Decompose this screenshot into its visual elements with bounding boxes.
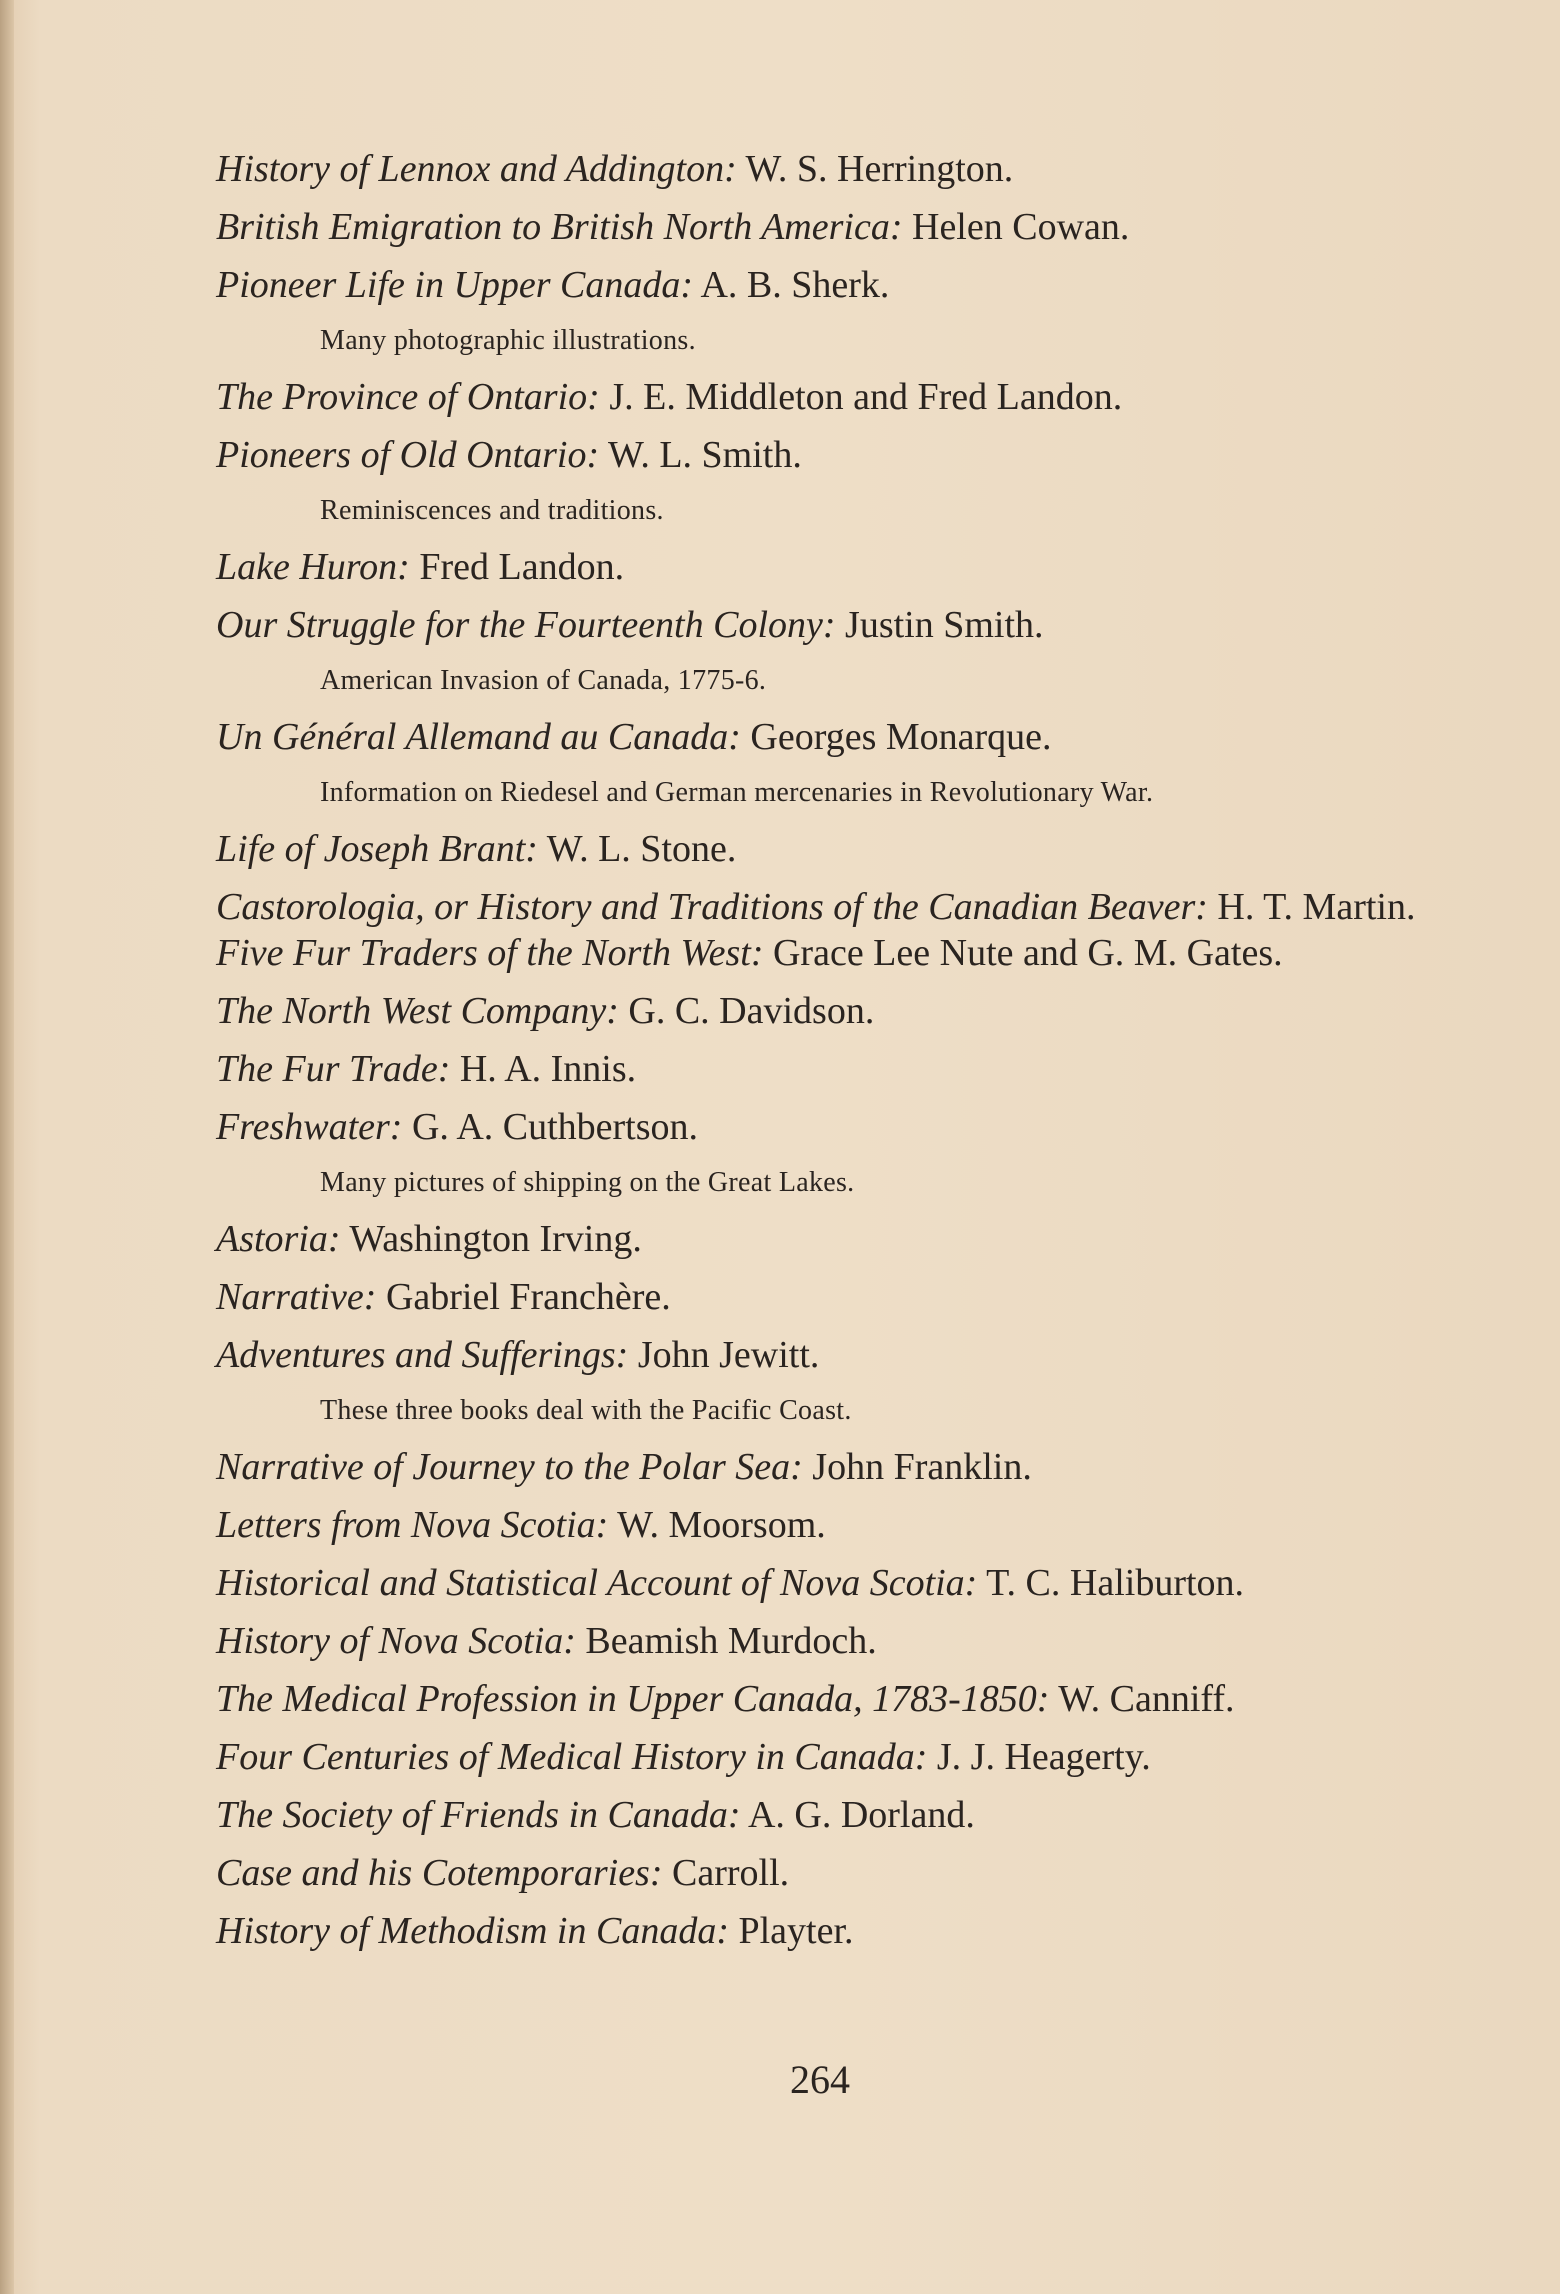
book-author: John Franklin. bbox=[802, 1446, 1032, 1488]
bibliography-list bbox=[216, 140, 1456, 1960]
book-title: Un Général Allemand au Canada: bbox=[216, 716, 741, 758]
bibliography-entry bbox=[216, 1098, 1456, 1156]
book-author: Washington Irving. bbox=[340, 1218, 642, 1260]
book-author: A. G. Dorland. bbox=[740, 1794, 975, 1836]
book-author: W. L. Stone. bbox=[537, 828, 737, 870]
book-author: J. E. Middleton and Fred Landon. bbox=[599, 376, 1123, 418]
page-number: 264 bbox=[790, 2057, 850, 2102]
bibliography-entry bbox=[216, 1902, 1456, 1960]
book-author: W. Canniff. bbox=[1049, 1678, 1235, 1720]
bibliography-entry bbox=[216, 426, 1456, 484]
bibliography-entry bbox=[216, 886, 1456, 928]
page-binding-edge bbox=[0, 0, 14, 2294]
entry-note: Many photographic illustrations. bbox=[320, 325, 696, 356]
bibliography-entry bbox=[216, 1554, 1456, 1612]
book-title: Pioneers of Old Ontario: bbox=[216, 434, 600, 476]
bibliography-entry bbox=[216, 982, 1456, 1040]
bibliography-entry bbox=[216, 1268, 1456, 1326]
book-author: W. Moorsom. bbox=[608, 1504, 826, 1546]
book-author: Grace Lee Nute and G. M. Gates. bbox=[763, 932, 1283, 974]
book-title: Astoria: bbox=[216, 1218, 341, 1260]
book-title: Four Centuries of Medical History in Canada: bbox=[216, 1736, 928, 1778]
book-title: History of Lennox and Addington: bbox=[216, 148, 737, 190]
bibliography-entry bbox=[216, 596, 1456, 654]
book-author: G. C. Davidson. bbox=[618, 990, 875, 1032]
entry-note: Many pictures of shipping on the Great Lakes. bbox=[320, 1167, 855, 1198]
book-author: Beamish Murdoch. bbox=[575, 1620, 877, 1662]
book-title: Adventures and Sufferings: bbox=[216, 1334, 629, 1376]
book-title: The Fur Trade: bbox=[216, 1048, 451, 1090]
book-author: H. A. Innis. bbox=[450, 1048, 637, 1090]
bibliography-entry bbox=[216, 1670, 1456, 1728]
book-author: J. J. Heagerty. bbox=[927, 1736, 1151, 1778]
bibliography-entry bbox=[216, 1786, 1456, 1844]
book-author: Carroll. bbox=[662, 1852, 790, 1894]
book-title: Historical and Statistical Account of Nova Scotia: bbox=[216, 1562, 978, 1604]
bibliography-entry bbox=[216, 256, 1456, 314]
bibliography-entry bbox=[216, 1438, 1456, 1496]
book-title: The North West Company: bbox=[216, 990, 619, 1032]
bibliography-entry bbox=[216, 198, 1456, 256]
book-title: Narrative: bbox=[216, 1276, 377, 1318]
book-title: Life of Joseph Brant: bbox=[216, 828, 538, 870]
book-title: The Province of Ontario: bbox=[216, 376, 600, 418]
bibliography-entry bbox=[216, 932, 1456, 974]
book-author: John Jewitt. bbox=[628, 1334, 820, 1376]
book-title: British Emigration to British North America: bbox=[216, 206, 903, 248]
book-title: Lake Huron: bbox=[216, 546, 410, 588]
bibliography-entry bbox=[216, 1844, 1456, 1902]
book-title: The Society of Friends in Canada: bbox=[216, 1794, 741, 1836]
book-author: Georges Monarque. bbox=[740, 716, 1052, 758]
bibliography-entry bbox=[216, 140, 1456, 198]
book-author: G. A. Cuthbertson. bbox=[402, 1106, 699, 1148]
book-title: Five Fur Traders of the North West: bbox=[216, 932, 764, 974]
bibliography-entry bbox=[216, 368, 1456, 426]
book-author: W. S. Herrington. bbox=[736, 148, 1014, 190]
book-author: Playter. bbox=[728, 1910, 854, 1952]
book-title: History of Methodism in Canada: bbox=[216, 1910, 729, 1952]
book-title: History of Nova Scotia: bbox=[216, 1620, 576, 1662]
bibliography-entry bbox=[216, 1210, 1456, 1268]
book-author: T. C. Haliburton. bbox=[977, 1562, 1245, 1604]
bibliography-entry bbox=[216, 820, 1456, 878]
book-author: Justin Smith. bbox=[835, 604, 1044, 646]
book-title: The Medical Profession in Upper Canada, 1783-1850: bbox=[216, 1678, 1050, 1720]
book-author: A. B. Sherk. bbox=[693, 264, 890, 306]
bibliography-entry bbox=[216, 538, 1456, 596]
entry-note: Information on Riedesel and German mercenaries in Revolutionary War. bbox=[320, 777, 1154, 808]
bibliography-entry bbox=[216, 1040, 1456, 1098]
book-author: Fred Landon. bbox=[409, 546, 625, 588]
book-title: Letters from Nova Scotia: bbox=[216, 1504, 609, 1546]
entry-note: These three books deal with the Pacific Coast. bbox=[320, 1395, 852, 1426]
book-title: Narrative of Journey to the Polar Sea: bbox=[216, 1446, 803, 1488]
bibliography-entry bbox=[216, 1728, 1456, 1786]
book-title: Castorologia, or History and Traditions of the Canadian Beaver: bbox=[216, 886, 1208, 928]
entry-note: Reminiscences and traditions. bbox=[320, 495, 664, 526]
book-title: Our Struggle for the Fourteenth Colony: bbox=[216, 604, 836, 646]
bibliography-entry bbox=[216, 1612, 1456, 1670]
bibliography-entry bbox=[216, 1496, 1456, 1554]
book-author: Helen Cowan. bbox=[902, 206, 1130, 248]
bibliography-entry bbox=[216, 1326, 1456, 1384]
book-author: Gabriel Franchère. bbox=[376, 1276, 671, 1318]
entry-note: American Invasion of Canada, 1775-6. bbox=[320, 665, 767, 696]
bibliography-entry bbox=[216, 708, 1456, 766]
book-title: Freshwater: bbox=[216, 1106, 403, 1148]
book-title: Pioneer Life in Upper Canada: bbox=[216, 264, 694, 306]
book-title: Case and his Cotemporaries: bbox=[216, 1852, 663, 1894]
book-author: H. T. Martin. bbox=[1207, 886, 1416, 928]
book-author: W. L. Smith. bbox=[599, 434, 802, 476]
